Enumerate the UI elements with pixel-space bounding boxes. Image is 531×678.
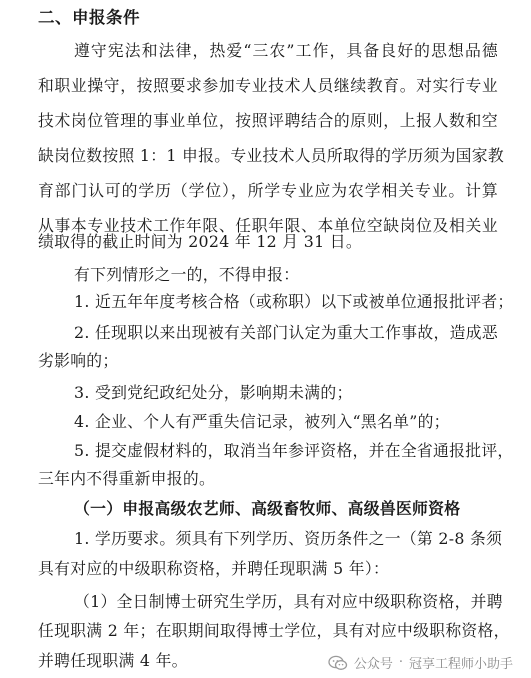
paragraph-line: （1）全日制博士研究生学历，具有对应中级职称资格，并聘: [74, 592, 503, 611]
paragraph-line: 技术岗位管理的事业单位，按照评聘结合的原则，上报人数和空: [38, 111, 498, 130]
list-item-line: 5. 提交虚假材料的，取消当年参评资格，并在全省通报批评，: [74, 441, 514, 460]
sub-section-heading: （一）申报高级农艺师、高级畜牧师、高级兽医师资格: [74, 499, 461, 518]
watermark-account: 冠享工程师小助手: [408, 657, 513, 672]
watermark-separator: ·: [398, 655, 403, 670]
paragraph-line: 遵守宪法和法律，热爱“三农”工作，具备良好的思想品德: [74, 41, 498, 60]
list-item-line: 1. 近五年年度考核合格（或称职）以下或被单位通报批评者；: [74, 292, 514, 311]
wechat-icon: [328, 655, 348, 671]
paragraph-line: 1. 学历要求。须具有下列学历、资历条件之一（第 2-8 条须: [74, 529, 503, 548]
watermark-source: 公众号: [353, 657, 393, 672]
paragraph-line: 并聘任现职满 4 年。: [38, 651, 188, 670]
watermark: [328, 653, 513, 672]
section-heading: 二、申报条件: [38, 8, 140, 27]
paragraph-line: 有下列情形之一的，不得申报：: [74, 265, 300, 284]
paragraph-line: 绩取得的截止时间为 2024 年 12 月 31 日。: [38, 232, 362, 251]
list-item-line: 三年内不得重新申报的。: [38, 469, 216, 488]
list-item-line: 3. 受到党纪政纪处分，影响期未满的；: [74, 383, 353, 402]
list-item-line: 4. 企业、个人有严重失信记录，被列入“黑名单”的；: [74, 412, 450, 431]
paragraph-line: 缺岗位数按照 1：1 申报。专业技术人员所取得的学历须为国家教: [38, 146, 504, 165]
paragraph-line: 从事本专业技术工作年限、任职年限、本单位空缺岗位及相关业: [38, 216, 498, 235]
list-item-line: 2. 任现职以来出现被有关部门认定为重大工作事故，造成恶: [74, 323, 498, 342]
paragraph-line: 育部门认可的学历（学位），所学专业应为农学相关专业。计算: [38, 181, 498, 200]
paragraph-line: 任现职满 2 年；在职期间取得博士学位，具有对应中级职称资格，: [38, 621, 510, 640]
list-item-line: 劣影响的；: [38, 351, 119, 370]
paragraph-line: 具有对应的中级职称资格，并聘任现职满 5 年）：: [38, 559, 390, 578]
paragraph-line: 和职业操守，按照要求参加专业技术人员继续教育。对实行专业: [38, 76, 498, 95]
